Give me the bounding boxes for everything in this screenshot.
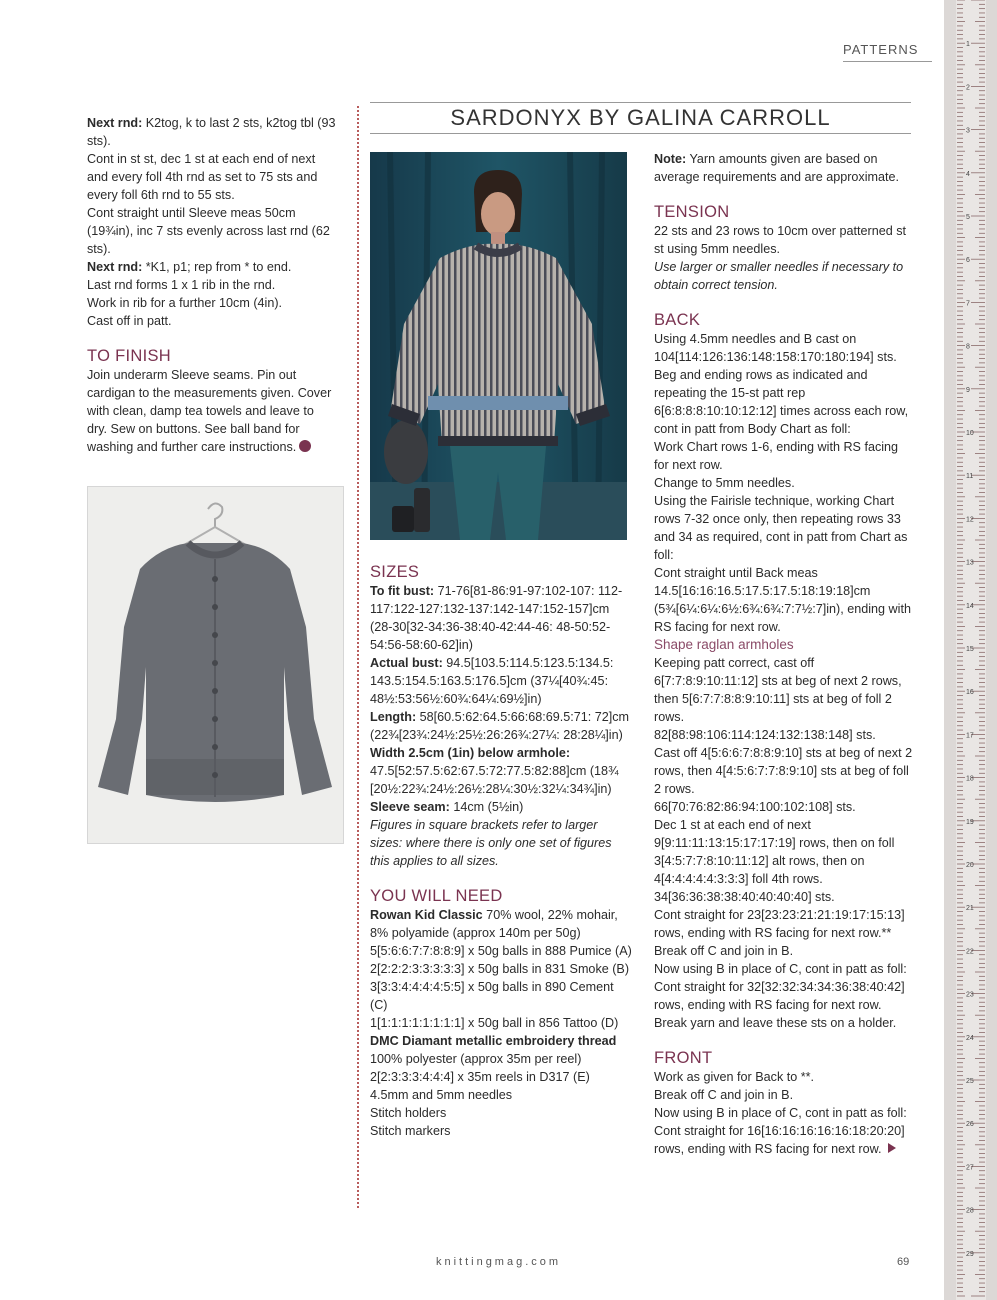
continue-arrow-icon [888,1143,896,1153]
ruler-number: 2 [966,84,970,92]
raglan-step-7: Cont straight for 23[23:23:21:21:19:17:15:13] rows, ending with RS facing for next row.** [654,908,905,940]
decrease-paragraph: Cont in st st, dec 1 st at each end of next and every foll 4th rnd as set to 75 sts and every foll 6th rnd to 55 sts. [87,152,318,202]
footer-url: knittingmag.com [435,1256,562,1268]
ruler-number: 4 [966,170,970,178]
you-will-need-heading: YOU WILL NEED [370,887,503,905]
ruler-number: 27 [966,1164,974,1172]
actual-bust-value: 94.5[103.5:114.5:123.5:134.5: 143.5:154.5:163.5:176.5]cm (37¼[40¾:45: 48½:53:56½:60¾:64¼:69½]in) [370,656,614,706]
sleeve-seam-value: 14cm (5½in) [449,800,524,814]
ruler-number: 28 [966,1207,974,1215]
front-step-4: Cont straight for 16[16:16:16:16:16:18:20:20] rows, ending with RS facing for next row. [654,1124,905,1156]
ruler-number: 7 [966,300,970,308]
ruler-number: 11 [966,473,974,481]
yarn-a: 5[5:6:6:7:7:8:8:9] x 50g balls in 888 Pumice (A) [370,944,632,958]
ruler-number: 24 [966,1034,974,1042]
column-divider [357,106,359,1208]
yarn-c: 3[3:3:4:4:4:4:5:5] x 50g balls in 890 Cement (C) [370,980,614,1012]
rib-further-paragraph: Work in rib for a further 10cm (4in). [87,296,283,310]
sizes-note: Figures in square brackets refer to larger sizes: where there is only one set of figures this applies to all sizes. [370,818,612,868]
ruler-number: 9 [966,386,970,394]
back-step-3: Work Chart rows 1-6, ending with RS facing for next row. [654,440,899,472]
title-top-rule [370,102,911,103]
back-heading: BACK [654,311,701,329]
ruler-number: 25 [966,1078,974,1085]
title-bottom-rule [370,133,911,134]
ruler-number: 18 [966,775,974,783]
right-column [654,150,916,1158]
sizes-heading: SIZES [370,563,420,581]
raglan-step-6: 34[36:36:38:38:40:40:40:40] sts. [654,890,835,904]
ruler-number: 14 [966,602,974,610]
back-step-5: Using the Fairisle technique, working Chart rows 7-32 once only, then repeating rows 33 and 34 as required, cont in patt from Chart as foll: [654,494,908,562]
width-value: 47.5[52:57.5:62:67.5:72:77.5:82:88]cm (18¾ [20½:22¾:24½:26½:28¼:30½:32¼:34¾]in) [370,764,619,796]
markers-item: Stitch markers [370,1124,451,1138]
cardigan-photo [87,486,344,844]
yarn-composition: 70% wool, 22% mohair, 8% polyamide (approx 140m per 50g) [370,908,618,940]
middle-column [370,562,632,1140]
raglan-step-10: Cont straight for 32[32:32:34:34:36:38:40:42] rows, ending with RS facing for next row. [654,980,905,1012]
raglan-step-8: Break off C and join in B. [654,944,794,958]
front-step-3: Now using B in place of C, cont in patt as foll: [654,1106,907,1120]
ruler-number: 26 [966,1121,974,1129]
section-rule [843,61,932,62]
note-text: Yarn amounts given are based on average requirements and are approximate. [654,152,900,184]
ruler-number: 12 [966,516,974,524]
ruler-number: 29 [966,1250,974,1258]
yarn-d: 1[1:1:1:1:1:1:1:1] x 50g ball in 856 Tattoo (D) [370,1016,619,1030]
ruler-number: 5 [966,214,970,221]
ruler [944,0,997,1300]
back-step-1: Using 4.5mm needles and B cast on 104[114:126:136:148:158:170:180:194] sts. [654,332,897,364]
note-label: Note: [654,152,687,166]
thread-name: DMC Diamant metallic embroidery thread [370,1034,617,1048]
ruler-number: 19 [966,818,974,826]
rib-rnd-text: *K1, p1; rep from * to end. [142,260,292,274]
width-label: Width 2.5cm (1in) below armhole: [370,746,571,760]
cardigan-illustration [88,487,343,843]
actual-bust-label: Actual bust: [370,656,443,670]
back-step-2: Beg and ending rows as indicated and repeating the 15-st patt rep 6[6:8:8:8:10:10:12:12] times across each row, cont in patt from Body Chart as foll: [654,368,909,436]
thread-composition: 100% polyester (approx 35m per reel) [370,1052,582,1066]
ruler-number: 6 [966,257,970,265]
next-rnd-text: K2tog, k to last 2 sts, k2tog tbl (93 sts). [87,116,336,148]
ruler-number: 23 [966,991,974,999]
raglan-step-5: Dec 1 st at each end of next 9[9:11:11:13:15:17:17:19] rows, then on foll 3[4:5:7:7:8:10:11:12] alt rows, then on 4[4:4:4:4:4:3:3:3] foll 4th rows. [654,818,895,886]
to-finish-heading: TO FINISH [87,347,171,365]
needles-item: 4.5mm and 5mm needles [370,1088,513,1102]
ruler-number: 22 [966,948,974,956]
rib-rnd-label: Next rnd: [87,260,143,274]
yarn-name: Rowan Kid Classic [370,908,483,922]
next-rnd-label: Next rnd: [87,116,143,130]
tension-heading: TENSION [654,203,730,221]
pattern-title: SARDONYX BY GALINA CARROLL [450,105,831,130]
end-bullet-icon [299,440,311,452]
ruler-scale [944,0,997,1300]
page-number: 69 [897,1256,910,1268]
ruler-number: 10 [966,430,974,437]
ruler-number: 1 [966,41,970,49]
ruler-number: 17 [966,732,974,740]
to-fit-bust-value: 71-76[81-86:91-97:102-107: 112-117:122-127:132-137:142-147:152-157]cm (28-30[32-34:36-38:40-42:44-46: 48-50:52-54:56-58:60-62]in) [370,584,623,652]
raglan-step-11: Break yarn and leave these sts on a holder. [654,1016,897,1030]
left-column [87,114,337,456]
front-step-2: Break off C and join in B. [654,1088,794,1102]
holders-item: Stitch holders [370,1106,447,1120]
ruler-number: 3 [966,127,970,135]
ruler-number: 13 [966,559,974,567]
sleeve-seam-label: Sleeve seam: [370,800,450,814]
tension-text: 22 sts and 23 rows to 10cm over patterned st st using 5mm needles. [654,224,907,256]
raglan-step-2: 82[88:98:106:114:124:132:138:148] sts. [654,728,876,742]
back-step-4: Change to 5mm needles. [654,476,795,490]
section-label: PATTERNS [843,42,919,57]
raglan-step-9: Now using B in place of C, cont in patt as foll: [654,962,907,976]
ruler-number: 15 [966,646,974,653]
to-fit-bust-label: To fit bust: [370,584,435,598]
raglan-step-3: Cast off 4[5:6:6:7:8:8:9:10] sts at beg of next 2 rows, then 4[4:5:6:7:7:8:9:10] sts at beg of foll 2 rows. [654,746,913,796]
model-photo [370,152,627,540]
thread-e: 2[2:3:3:3:4:4:4] x 35m reels in D317 (E) [370,1070,590,1084]
raglan-subheading: Shape raglan armholes [654,637,794,652]
ruler-number: 20 [966,862,974,869]
cast-off-paragraph: Cast off in patt. [87,314,172,328]
ruler-number: 8 [966,343,970,351]
sleeve-length-paragraph: Cont straight until Sleeve meas 50cm (19¾in), inc 7 sts evenly across last rnd (62 sts). [87,206,330,256]
length-label: Length: [370,710,417,724]
length-value: 58[60.5:62:64.5:66:68:69.5:71: 72]cm (22¾[23¾:24½:25½:26:26¾:27¼: 28:28¼]in) [370,710,630,742]
yarn-b: 2[2:2:2:3:3:3:3:3] x 50g balls in 831 Smoke (B) [370,962,630,976]
ruler-number: 21 [966,905,974,913]
ruler-number: 16 [966,689,974,697]
model-illustration [370,152,627,540]
front-heading: FRONT [654,1049,713,1067]
front-step-1: Work as given for Back to **. [654,1070,815,1084]
to-finish-text: Join underarm Sleeve seams. Pin out cardigan to the measurements given. Cover with clean, damp tea towels and leave to dry. Sew on buttons. See ball band for washing and further care instructions. [87,368,332,454]
raglan-step-4: 66[70:76:82:86:94:100:102:108] sts. [654,800,856,814]
rib-forms-paragraph: Last rnd forms 1 x 1 rib in the rnd. [87,278,276,292]
tension-advice: Use larger or smaller needles if necessary to obtain correct tension. [654,260,904,292]
raglan-step-1: Keeping patt correct, cast off 6[7:7:8:9:10:11:12] sts at beg of next 2 rows, then 5[6:7:7:8:8:9:10:11] sts at beg of foll 2 rows. [654,656,902,724]
back-step-6: Cont straight until Back meas 14.5[16:16:16.5:17.5:17.5:18:19:18]cm (5¾[6¼:6¼:6½:6¾:6¾:7:7½:7]in), ending with RS facing for next row. [654,566,911,634]
